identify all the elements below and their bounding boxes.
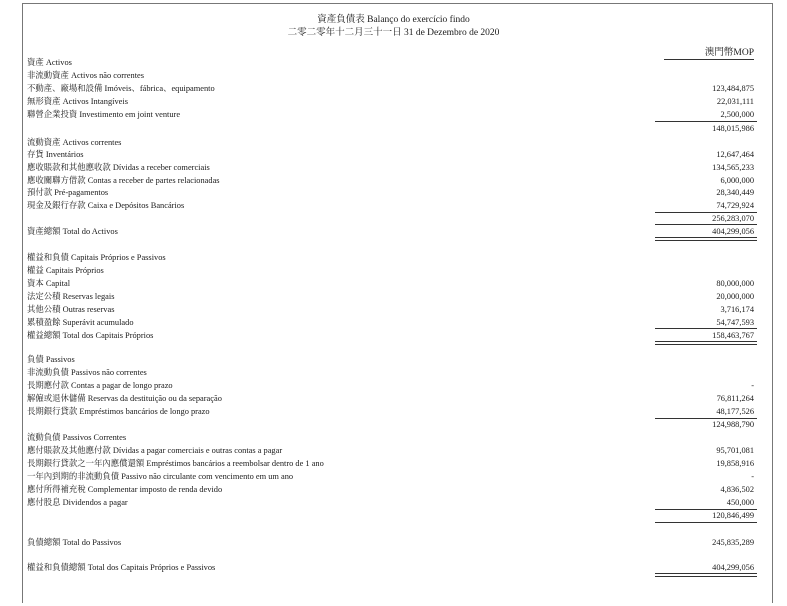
row-amount: 80,000,000 (716, 279, 754, 288)
row-label: 預付款 Pré-pagamentos (27, 188, 109, 197)
row-label: 無形資產 Activos Intangíveis (27, 97, 128, 106)
non-current-assets-heading: 非流動資產 Activos não correntes (27, 71, 144, 80)
current-liabilities-subtotal: 120,846,499 (712, 511, 754, 520)
row-amount: 54,747,593 (716, 318, 754, 327)
row-label: 長期銀行貸款之一年內應償還額 Empréstimos bancários a reembolsar dentro de 1 ano (27, 459, 324, 468)
current-assets-subtotal: 256,283,070 (712, 214, 754, 223)
currency-header: 澳門幣MOP (664, 44, 754, 60)
page-border-left (22, 3, 23, 603)
grand-total-double-rule (655, 573, 757, 577)
total-assets-amount: 404,299,056 (712, 227, 754, 236)
non-current-liabilities-subtotal: 124,988,790 (712, 420, 754, 429)
row-amount: 3,716,174 (720, 305, 754, 314)
row-amount: 19,858,916 (716, 459, 754, 468)
row-amount: - (751, 381, 754, 390)
total-double-rule (655, 237, 757, 241)
subtotal-rule (655, 328, 757, 329)
row-amount: 2,500,000 (720, 110, 754, 119)
row-amount: 12,647,464 (716, 150, 754, 159)
row-label: 不動產、廠場和設備 Imóveis、fábrica、equipamento (27, 84, 215, 93)
total-liabilities-label: 負債總額 Total do Passivos (27, 538, 122, 547)
row-amount: 22,031,111 (716, 97, 754, 106)
row-label: 應收賬款和其他應收款 Dívidas a receber comerciais (27, 163, 210, 172)
equity-heading: 權益 Capitais Próprios (27, 266, 104, 275)
row-label: 資本 Capital (27, 279, 71, 288)
row-label: 其他公積 Outras reservas (27, 305, 115, 314)
row-amount: 48,177,526 (716, 407, 754, 416)
row-label: 應付所得補充稅 Complementar imposto de renda devido (27, 485, 223, 494)
current-assets-heading: 流動資產 Activos correntes (27, 138, 122, 147)
document-date: 二零二零年十二月三十一日 31 de Dezembro de 2020 (287, 28, 500, 38)
row-label: 累積盈餘 Superávit acumulado (27, 318, 134, 327)
row-amount: - (751, 472, 754, 481)
equity-liabilities-heading: 權益和負債 Capitais Próprios e Passivos (27, 253, 166, 262)
non-current-assets-subtotal: 148,015,986 (712, 124, 754, 133)
total-double-rule (655, 341, 757, 345)
row-amount: 28,340,449 (716, 188, 754, 197)
subtotal-rule (655, 121, 757, 122)
page-border-top (22, 3, 773, 4)
row-amount: 6,000,000 (720, 176, 754, 185)
grand-total-amount: 404,299,056 (712, 563, 754, 572)
row-label: 應付賬款及其他應付款 Dívidas a pagar comerciais e outras contas a pagar (27, 446, 283, 455)
total-equity-amount: 158,463,767 (712, 331, 754, 340)
current-liabilities-heading: 流動負債 Passivos Correntes (27, 433, 127, 442)
total-assets-label: 資產總額 Total do Activos (27, 227, 118, 236)
grand-total-label: 權益和負債總額 Total dos Capitais Próprios e Passivos (27, 563, 216, 572)
row-amount: 123,484,875 (712, 84, 754, 93)
row-label: 法定公積 Reservas legais (27, 292, 115, 301)
subtotal-rule (655, 522, 757, 523)
row-label: 長期銀行貸款 Empréstimos bancários de longo prazo (27, 407, 210, 416)
row-amount: 134,565,233 (712, 163, 754, 172)
non-current-liabilities-heading: 非流動負債 Passivos não correntes (27, 368, 147, 377)
row-amount: 20,000,000 (716, 292, 754, 301)
page-border-right (772, 3, 773, 603)
row-label: 一年內到期的非流動負債 Passivo não circulante com vencimento em um ano (27, 472, 294, 481)
row-amount: 4,836,502 (720, 485, 754, 494)
row-label: 應收關聯方借款 Contas a receber de partes relacionadas (27, 176, 220, 185)
assets-heading: 資產 Activos (27, 58, 72, 67)
total-liabilities-amount: 245,835,289 (712, 538, 754, 547)
row-label: 存貨 Inventários (27, 150, 84, 159)
liabilities-heading: 負債 Passivos (27, 355, 75, 364)
total-rule (655, 224, 757, 225)
row-label: 長期應付款 Contas a pagar de longo prazo (27, 381, 173, 390)
document-title: 資產負債表 Balanço do exercício findo (317, 15, 470, 25)
row-amount: 95,701,081 (716, 446, 754, 455)
row-label: 應付股息 Dividendos a pagar (27, 498, 128, 507)
total-equity-label: 權益總額 Total dos Capitais Próprios (27, 331, 154, 340)
row-amount: 450,000 (726, 498, 754, 507)
row-amount: 76,811,264 (716, 394, 754, 403)
row-label: 解僱或退休儲備 Reservas da destituição ou da separação (27, 394, 222, 403)
row-label: 現金及銀行存款 Caixa e Depósitos Bancários (27, 201, 185, 210)
row-amount: 74,729,924 (716, 201, 754, 210)
row-label: 聯營企業投資 Investimento em joint venture (27, 110, 181, 119)
